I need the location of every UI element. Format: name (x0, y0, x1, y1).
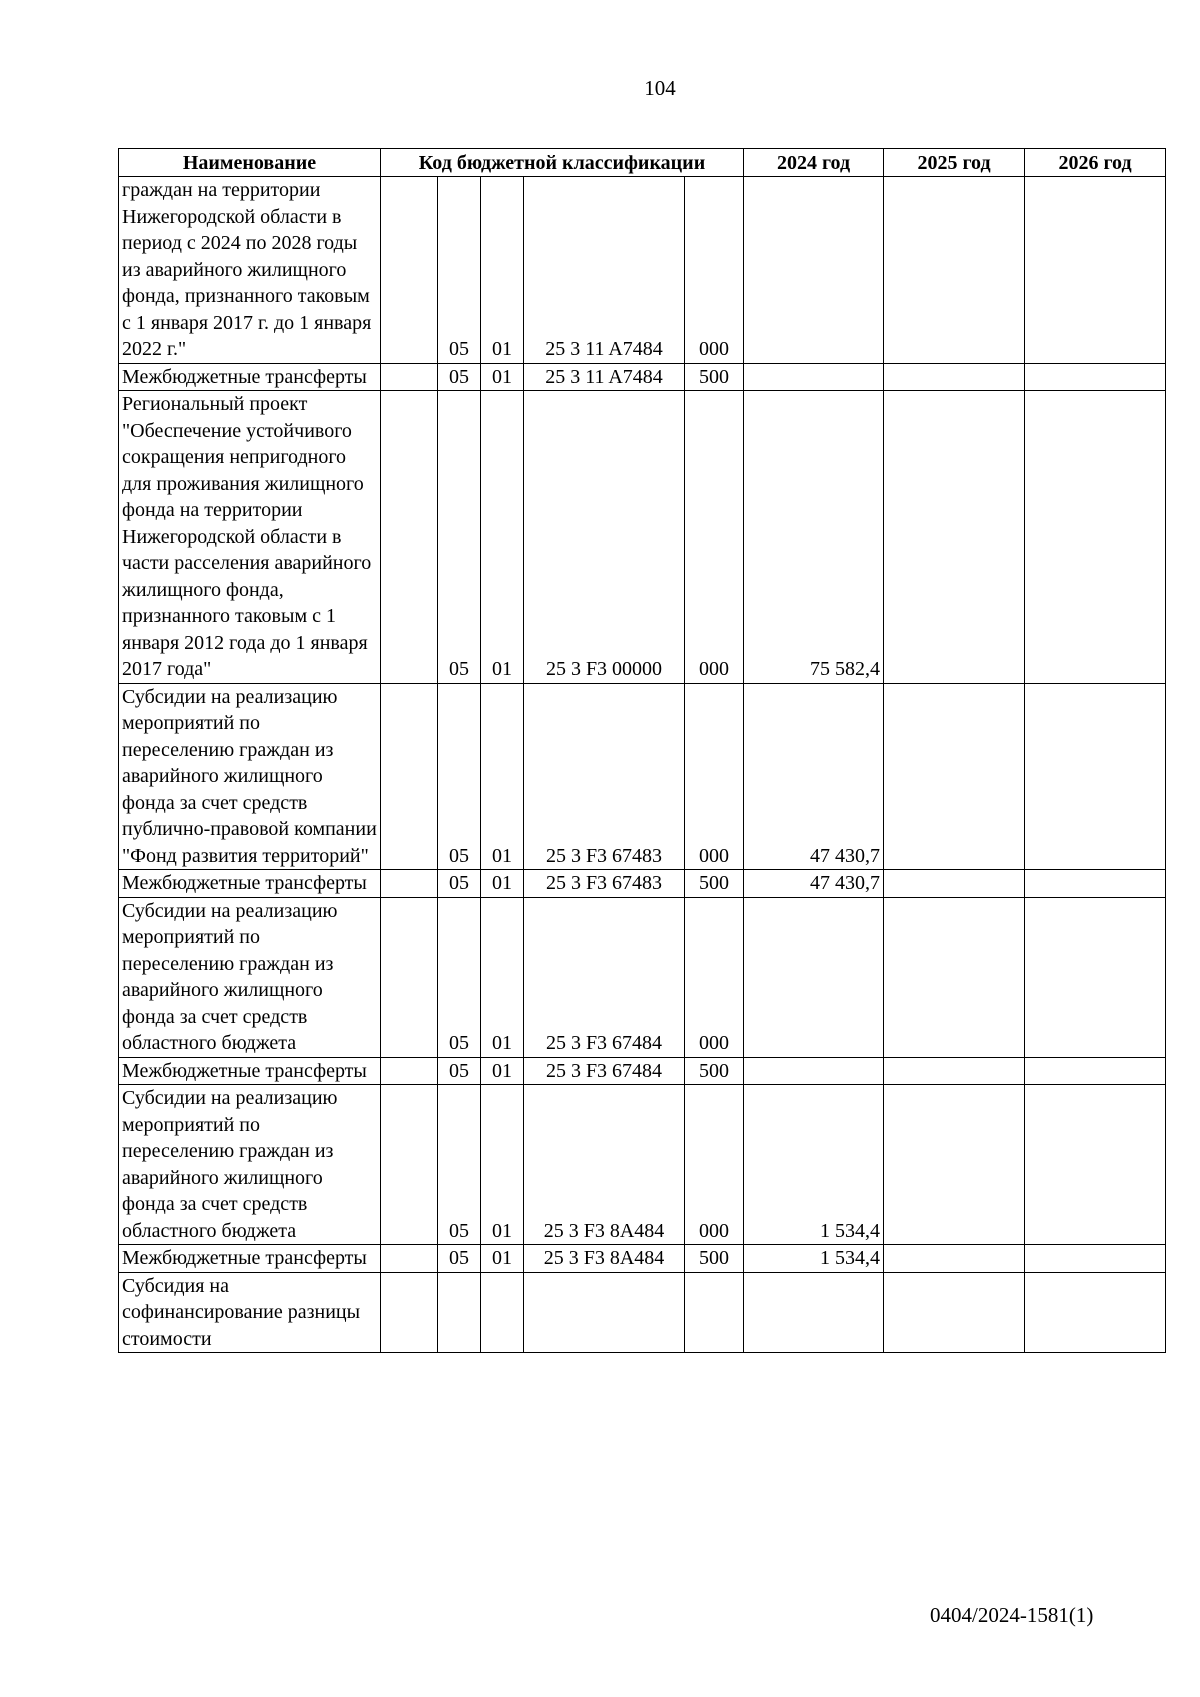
code-target-article: 25 3 F3 67483 (524, 870, 685, 898)
value-2026 (1025, 391, 1166, 684)
value-2025 (884, 1057, 1025, 1085)
code-target-article: 25 3 F3 8A484 (524, 1245, 685, 1273)
code-subsection: 01 (481, 897, 524, 1057)
value-2024: 1 534,4 (744, 1245, 884, 1273)
value-2026 (1025, 683, 1166, 870)
value-2026 (1025, 870, 1166, 898)
code-segment-1 (381, 177, 438, 364)
table-row (119, 363, 1166, 391)
row-name: Субсидия на софинансирование разницы стоимости (119, 1272, 381, 1353)
value-2026 (1025, 177, 1166, 364)
code-subsection: 01 (481, 391, 524, 684)
code-subsection: 01 (481, 870, 524, 898)
code-segment-1 (381, 363, 438, 391)
code-expense-type: 000 (685, 177, 744, 364)
code-expense-type: 000 (685, 897, 744, 1057)
code-expense-type (685, 1272, 744, 1353)
table-row (119, 391, 1166, 684)
page-number: 104 (644, 76, 676, 100)
table-row (119, 1085, 1166, 1245)
code-segment-1 (381, 1085, 438, 1245)
code-segment-1 (381, 1057, 438, 1085)
table-row (119, 1057, 1166, 1085)
code-section (438, 1272, 481, 1353)
code-expense-type: 000 (685, 683, 744, 870)
value-2024 (744, 363, 884, 391)
code-segment-1 (381, 870, 438, 898)
code-section: 05 (438, 1245, 481, 1273)
value-2025 (884, 1085, 1025, 1245)
code-segment-1 (381, 1272, 438, 1353)
row-name: граждан на территории Нижегородской области в период с 2024 по 2028 годы из аварийного жилищного фонда, признанного таковым с 1 января 2017 г. до 1 января 2022 г." (119, 177, 381, 364)
code-target-article: 25 3 F3 67483 (524, 683, 685, 870)
code-target-article: 25 3 11 A7484 (524, 363, 685, 391)
code-section: 05 (438, 1057, 481, 1085)
code-expense-type: 000 (685, 1085, 744, 1245)
row-name: Субсидии на реализацию мероприятий по переселению граждан из аварийного жилищного фонда за счет средств областного бюджета (119, 897, 381, 1057)
table-row (119, 177, 1166, 364)
code-section: 05 (438, 177, 481, 364)
value-2025 (884, 1245, 1025, 1273)
value-2025 (884, 1272, 1025, 1353)
row-name: Межбюджетные трансферты (119, 363, 381, 391)
value-2024: 47 430,7 (744, 683, 884, 870)
code-section: 05 (438, 897, 481, 1057)
value-2026 (1025, 897, 1166, 1057)
code-subsection: 01 (481, 1085, 524, 1245)
code-target-article: 25 3 F3 67484 (524, 1057, 685, 1085)
row-name: Межбюджетные трансферты (119, 870, 381, 898)
code-subsection: 01 (481, 1057, 524, 1085)
code-expense-type: 500 (685, 1057, 744, 1085)
table-row (119, 683, 1166, 870)
code-subsection: 01 (481, 683, 524, 870)
header-2024: 2024 год (744, 149, 884, 177)
header-2026: 2026 год (1025, 149, 1166, 177)
code-target-article: 25 3 F3 67484 (524, 897, 685, 1057)
table-row (119, 1245, 1166, 1273)
value-2025 (884, 363, 1025, 391)
code-expense-type: 000 (685, 391, 744, 684)
code-subsection: 01 (481, 1245, 524, 1273)
code-target-article (524, 1272, 685, 1353)
value-2024 (744, 1057, 884, 1085)
value-2026 (1025, 363, 1166, 391)
code-expense-type: 500 (685, 870, 744, 898)
table-row (119, 1272, 1166, 1353)
code-target-article: 25 3 11 A7484 (524, 177, 685, 364)
budget-table (118, 148, 1166, 1353)
row-name: Региональный проект "Обеспечение устойчивого сокращения непригодного для проживания жилищного фонда на территории Нижегородской области в части расселения аварийного жилищного фонда, признанного таковым с 1 января 2012 года до 1 января 2017 года" (119, 391, 381, 684)
row-name: Межбюджетные трансферты (119, 1245, 381, 1273)
value-2026 (1025, 1245, 1166, 1273)
value-2025 (884, 870, 1025, 898)
code-subsection (481, 1272, 524, 1353)
code-section: 05 (438, 391, 481, 684)
code-section: 05 (438, 870, 481, 898)
code-subsection: 01 (481, 177, 524, 364)
code-section: 05 (438, 363, 481, 391)
value-2025 (884, 177, 1025, 364)
code-target-article: 25 3 F3 00000 (524, 391, 685, 684)
code-target-article: 25 3 F3 8A484 (524, 1085, 685, 1245)
code-expense-type: 500 (685, 1245, 744, 1273)
value-2026 (1025, 1272, 1166, 1353)
code-segment-1 (381, 683, 438, 870)
code-segment-1 (381, 897, 438, 1057)
code-section: 05 (438, 683, 481, 870)
row-name: Субсидии на реализацию мероприятий по переселению граждан из аварийного жилищного фонда за счет средств областного бюджета (119, 1085, 381, 1245)
header-code: Код бюджетной классификации (381, 149, 744, 177)
value-2024 (744, 1272, 884, 1353)
value-2024: 75 582,4 (744, 391, 884, 684)
value-2026 (1025, 1057, 1166, 1085)
value-2025 (884, 897, 1025, 1057)
code-segment-1 (381, 1245, 438, 1273)
value-2025 (884, 683, 1025, 870)
code-expense-type: 500 (685, 363, 744, 391)
code-subsection: 01 (481, 363, 524, 391)
value-2024 (744, 177, 884, 364)
code-section: 05 (438, 1085, 481, 1245)
value-2024: 47 430,7 (744, 870, 884, 898)
document-registration-code: 0404/2024-1581(1) (930, 1603, 1094, 1627)
value-2026 (1025, 1085, 1166, 1245)
value-2025 (884, 391, 1025, 684)
value-2024: 1 534,4 (744, 1085, 884, 1245)
table-row (119, 870, 1166, 898)
table-header-row (119, 149, 1166, 177)
code-segment-1 (381, 391, 438, 684)
value-2024 (744, 897, 884, 1057)
row-name: Межбюджетные трансферты (119, 1057, 381, 1085)
header-2025: 2025 год (884, 149, 1025, 177)
table-row (119, 897, 1166, 1057)
row-name: Субсидии на реализацию мероприятий по переселению граждан из аварийного жилищного фонда за счет средств публично-правовой компании "Фонд развития территорий" (119, 683, 381, 870)
header-name: Наименование (119, 149, 381, 177)
